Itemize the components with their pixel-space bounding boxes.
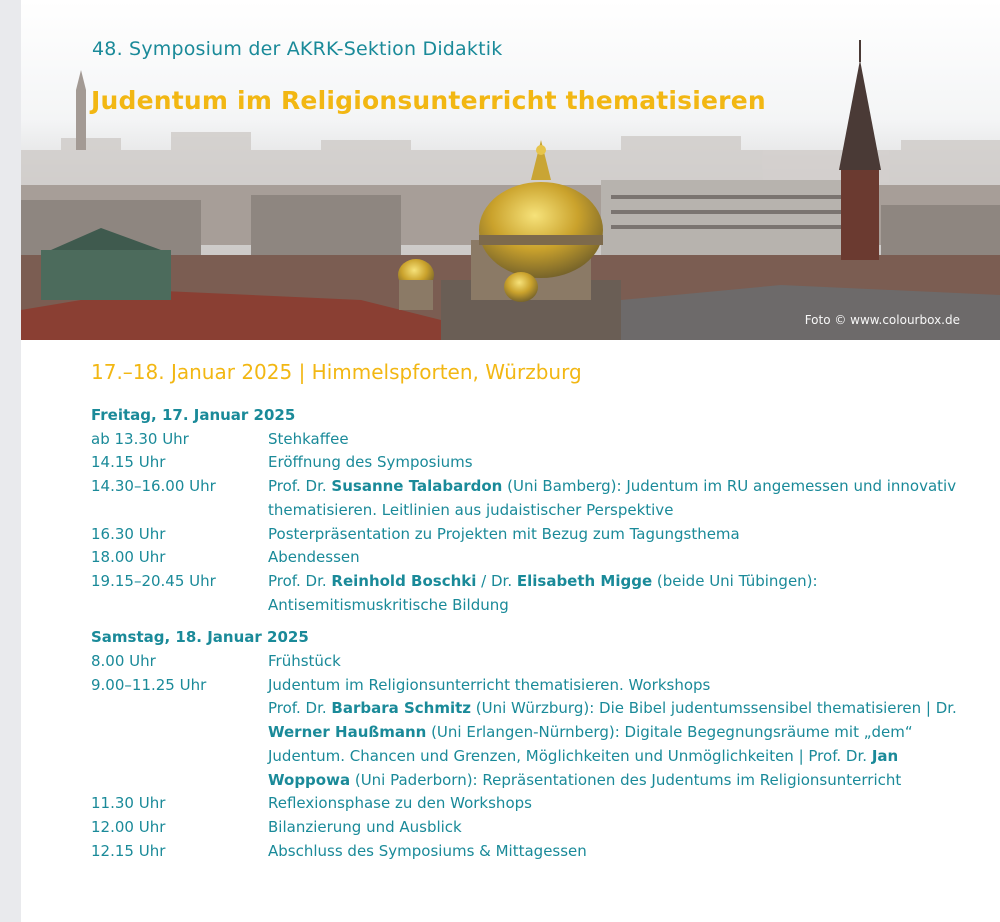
schedule-row — [91, 570, 971, 617]
schedule-row — [91, 523, 971, 547]
schedule-row — [91, 650, 971, 674]
program-schedule — [91, 404, 971, 863]
schedule-row — [91, 451, 971, 475]
talk-description: (beide Uni Tübingen): Antisemitismuskritische Bildung — [268, 571, 818, 614]
schedule-text: Abschluss des Symposiums & Mittagessen — [268, 841, 587, 860]
schedule-row — [91, 546, 971, 570]
talk-description: (Uni Würzburg): Die Bibel judentumssensibel thematisieren | Dr. — [471, 699, 957, 718]
schedule-row — [91, 674, 971, 793]
schedule-time: 16.30 Uhr — [91, 524, 166, 543]
schedule-text: Abendessen — [268, 548, 360, 567]
schedule-text: Stehkaffee — [268, 429, 349, 448]
talk-description: (Uni Erlangen-Nürnberg): Digitale Begegnungsräume mit „dem“ Judentum. Chancen und Grenzen, Möglichkeiten und Unmöglichkeiten | Prof. Dr. — [268, 723, 913, 765]
schedule-text — [268, 475, 971, 522]
schedule-row — [91, 428, 971, 452]
speaker-title: Prof. Dr. — [268, 699, 332, 718]
workshop-heading: Judentum im Religionsunterricht thematisieren. Workshops — [268, 675, 711, 694]
workshop-details — [268, 697, 971, 792]
day-title-friday: Freitag, 17. Januar 2025 — [91, 406, 296, 424]
schedule-row — [91, 792, 971, 816]
speaker-name: Elisabeth Migge — [516, 571, 653, 590]
schedule-text: Frühstück — [268, 652, 341, 671]
schedule-text: Bilanzierung und Ausblick — [268, 817, 462, 836]
schedule-time: ab 13.30 Uhr — [91, 429, 189, 448]
photo-credit: Foto © www.colourbox.de — [804, 313, 960, 327]
speaker-title: Prof. Dr. — [268, 571, 332, 590]
date-and-location: 17.–18. Januar 2025 | Himmelspforten, Würzburg — [91, 360, 582, 384]
speaker-name: Barbara Schmitz — [331, 699, 472, 718]
schedule-text — [268, 570, 971, 617]
speaker-name: Susanne Talabardon — [331, 477, 503, 496]
schedule-time: 9.00–11.25 Uhr — [91, 675, 207, 694]
schedule-row — [91, 816, 971, 840]
schedule-time: 19.15–20.45 Uhr — [91, 571, 216, 590]
speaker-name: Jan Woppowa — [268, 746, 899, 789]
schedule-text: Eröffnung des Symposiums — [268, 453, 473, 472]
schedule-text: Reflexionsphase zu den Workshops — [268, 794, 532, 813]
speaker-name: Werner Haußmann — [268, 723, 427, 742]
schedule-time: 8.00 Uhr — [91, 652, 156, 671]
event-title: Judentum im Religionsunterricht thematisieren — [91, 86, 766, 115]
schedule-time: 11.30 Uhr — [91, 794, 166, 813]
schedule-text: Posterpräsentation zu Projekten mit Bezug zum Tagungsthema — [268, 524, 740, 543]
flyer-page — [21, 0, 1000, 922]
schedule-time: 12.00 Uhr — [91, 817, 166, 836]
day-title-saturday: Samstag, 18. Januar 2025 — [91, 628, 309, 647]
speaker-name: Reinhold Boschki — [331, 571, 477, 590]
event-kicker: 48. Symposium der AKRK-Sektion Didaktik — [92, 38, 503, 60]
schedule-time: 14.30–16.00 Uhr — [91, 477, 216, 496]
talk-description: (Uni Bamberg): Judentum im RU angemessen und innovativ thematisieren. Leitlinien aus judaistischer Perspektive — [268, 477, 957, 519]
speaker-title: Prof. Dr. — [268, 477, 332, 496]
schedule-time: 12.15 Uhr — [91, 841, 166, 860]
schedule-row — [91, 840, 971, 864]
schedule-text — [268, 674, 971, 793]
schedule-time: 14.15 Uhr — [91, 453, 166, 472]
schedule-row — [91, 475, 971, 522]
speaker-title: / Dr. — [476, 571, 517, 590]
talk-description: (Uni Paderborn): Repräsentationen des Judentums im Religionsunterricht — [350, 770, 902, 789]
schedule-time: 18.00 Uhr — [91, 548, 166, 567]
